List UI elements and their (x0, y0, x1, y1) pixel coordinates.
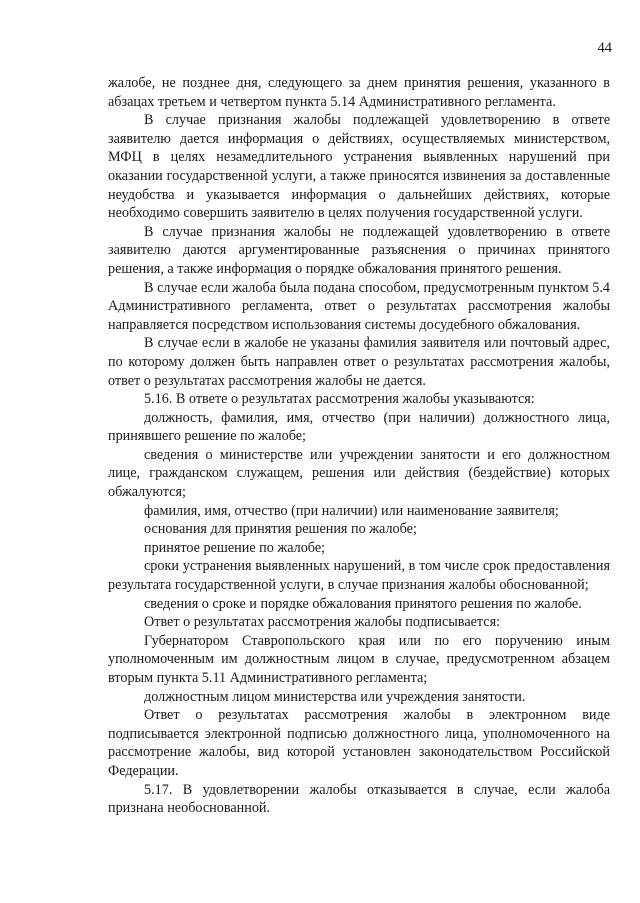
page-number: 44 (597, 40, 612, 56)
list-item: должностным лицом министерства или учреждения занятости. (144, 688, 526, 705)
section-heading-5-17: 5.17. В удовлетворении жалобы отказывается в случае, если жалоба признана необоснованной. (108, 781, 610, 817)
list-item: основания для принятия решения по жалобе; (144, 521, 417, 538)
list-item: принятое решение по жалобе; (144, 539, 326, 556)
list-item: сведения о министерстве или учреждении занятости и его должностном лице, гражданском служащем, решения или действия (бездействие) которых обжалуются; (108, 446, 610, 501)
document-body (108, 74, 610, 818)
list-item: фамилия, имя, отчество (при наличии) или наименование заявителя; (144, 502, 559, 519)
paragraph: Ответ о результатах рассмотрения жалобы в электронном виде подписывается электронной подписью должностного лица, уполномоченного на рассмотрение жалобы, вид которой установлен законодательством Российской Федерации. (108, 707, 610, 779)
paragraph: В случае если жалоба была подана способом, предусмотренным пунктом 5.4 Административного регламента, ответ о результатах рассмотрения жалобы направляется посредством использования системы досудебного обжалования. (108, 279, 610, 333)
list-item: сроки устранения выявленных нарушений, в том числе срок предоставления результата государственной услуги, в случае признания жалобы обоснованной; (108, 558, 610, 594)
paragraph: В случае если в жалобе не указаны фамилия заявителя или почтовый адрес, по которому должен быть направлен ответ о результатах рассмотрения жалобы, ответ о результатах рассмотрения жалобы не дается. (108, 335, 610, 389)
list-item: Губернатором Ставропольского края или по его поручению иным уполномоченным им должностным лицом в случае, предусмотренном абзацем вторым пункта 5.11 Административного регламента; (108, 632, 610, 686)
paragraph: жалобе, не позднее дня, следующего за днем принятия решения, указанного в абзацах третьем и четвертом пункта 5.14 Административного регламента. (108, 75, 610, 110)
section-heading-5-16: 5.16. В ответе о результатах рассмотрения жалобы указываются: (144, 391, 535, 408)
paragraph: В случае признания жалобы подлежащей удовлетворению в ответе заявителю дается информация о действиях, осуществляемых министерством, МФЦ в целях незамедлительного устранения выявленных нарушений при оказании государственной услуги, а также приносятся извинения за доставленные неудобства и указывается информация о дальнейших действиях, которые необходимо совершить заявителю в целях получения государственной услуги. (108, 112, 610, 222)
paragraph: Ответ о результатах рассмотрения жалобы подписывается: (144, 614, 501, 631)
list-item: должность, фамилия, имя, отчество (при наличии) должностного лица, принявшего решение по жалобе; (108, 409, 610, 445)
paragraph: В случае признания жалобы не подлежащей удовлетворению в ответе заявителю даются аргументированные разъяснения о причинах принятого решения, а также информация о порядке обжалования принятого решения. (108, 223, 610, 277)
list-item: сведения о сроке и порядке обжалования принятого решения по жалобе. (144, 595, 582, 612)
